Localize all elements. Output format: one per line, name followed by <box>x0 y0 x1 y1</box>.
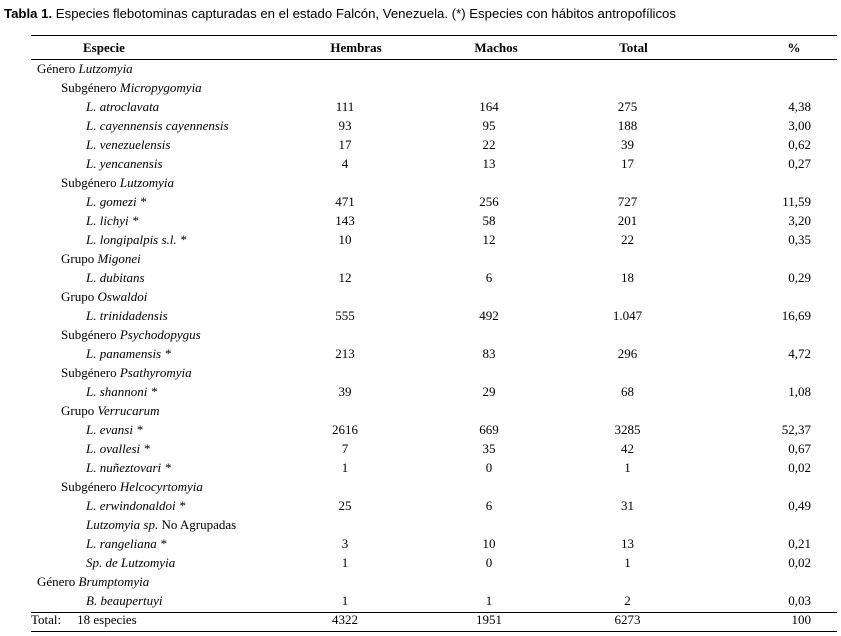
percent-value: 0,62 <box>788 137 811 152</box>
males-count: 0 <box>485 460 493 475</box>
group-row <box>31 401 837 420</box>
species-name: Sp. de Lutzomyia <box>86 555 176 570</box>
empty-cell <box>426 173 566 192</box>
totals-females: 4322 <box>332 612 358 627</box>
empty-cell <box>701 477 837 496</box>
total-count: 1.047 <box>612 308 643 323</box>
females-count: 1 <box>341 593 349 608</box>
total-count: 22 <box>621 232 634 247</box>
species-name: L. longipalpis s.l. * <box>86 232 187 247</box>
species-row <box>31 116 837 135</box>
empty-cell <box>286 287 426 306</box>
species-name: B. beaupertuyi <box>86 593 163 608</box>
species-name: L. yencanensis <box>86 156 163 171</box>
group-label <box>31 477 286 496</box>
females-count: 213 <box>335 346 355 361</box>
males-count: 12 <box>482 232 496 247</box>
empty-cell <box>566 78 701 97</box>
total-count: 3285 <box>614 422 641 437</box>
empty-cell <box>701 515 837 534</box>
total-count: 296 <box>617 346 638 361</box>
females-count: 143 <box>335 213 355 228</box>
group-label <box>31 59 286 78</box>
group-row <box>31 287 837 306</box>
total-count: 188 <box>617 118 638 133</box>
males-count: 58 <box>482 213 496 228</box>
percent-value: 0,49 <box>788 498 811 513</box>
species-row <box>31 230 837 249</box>
species-name: L. gomezi * <box>86 194 147 209</box>
empty-cell <box>426 572 566 591</box>
females-count: 39 <box>338 384 352 399</box>
totals-label-cell <box>31 610 286 629</box>
empty-cell <box>286 572 426 591</box>
group-rank: Subgénero <box>61 365 120 380</box>
species-row <box>31 135 837 154</box>
empty-cell <box>566 572 701 591</box>
species-row <box>31 439 837 458</box>
empty-cell <box>566 477 701 496</box>
males-count: 0 <box>485 555 493 570</box>
top-rule <box>31 35 837 36</box>
total-count: 1 <box>624 460 631 475</box>
totals-percent: 100 <box>791 612 811 627</box>
group-label <box>31 287 286 306</box>
species-name: L. atroclavata <box>86 99 160 114</box>
group-rank: Género <box>37 61 79 76</box>
group-name: Brumptomyia <box>78 574 150 589</box>
percent-value: 4,38 <box>788 99 811 114</box>
empty-cell <box>286 325 426 344</box>
group-label <box>31 401 286 420</box>
males-count: 164 <box>479 99 499 114</box>
percent-value: 4,72 <box>788 346 811 361</box>
species-row <box>31 306 837 325</box>
group-row <box>31 249 837 268</box>
percent-value: 3,00 <box>788 118 811 133</box>
males-count: 669 <box>479 422 499 437</box>
empty-cell <box>426 287 566 306</box>
total-count: 68 <box>621 384 634 399</box>
species-table <box>31 37 837 629</box>
caption-text: Especies flebotominas capturadas en el estado Falcón, Venezuela. (*) Especies con hábitos antropofílicos <box>52 6 676 21</box>
table-body <box>31 59 837 610</box>
group-label <box>31 363 286 382</box>
percent-value: 0,27 <box>788 156 811 171</box>
total-count: 2 <box>624 593 631 608</box>
total-count: 13 <box>621 536 634 551</box>
total-count: 1 <box>624 555 631 570</box>
header-percent: % <box>787 40 801 55</box>
females-count: 471 <box>335 194 355 209</box>
table-footer <box>31 610 837 629</box>
species-row <box>31 154 837 173</box>
group-rank: Subgénero <box>61 175 120 190</box>
group-rank: Grupo <box>61 251 98 266</box>
group-name: Verrucarum <box>97 403 160 418</box>
males-count: 1 <box>485 593 493 608</box>
group-rank: Subgénero <box>61 479 120 494</box>
percent-value: 0,02 <box>788 555 811 570</box>
empty-cell <box>701 249 837 268</box>
header-females: Hembras <box>330 40 382 55</box>
species-name: L. ovallesi * <box>86 441 150 456</box>
empty-cell <box>426 515 566 534</box>
females-count: 10 <box>338 232 352 247</box>
group-name: Lutzomyia sp. <box>86 517 159 532</box>
species-row <box>31 382 837 401</box>
percent-value: 0,35 <box>788 232 811 247</box>
empty-cell <box>566 173 701 192</box>
empty-cell <box>426 325 566 344</box>
species-row <box>31 192 837 211</box>
totals-row <box>31 610 837 629</box>
group-label <box>31 515 286 534</box>
species-row <box>31 534 837 553</box>
females-count: 7 <box>341 441 349 456</box>
group-label <box>31 249 286 268</box>
empty-cell <box>286 249 426 268</box>
group-rank: Género <box>37 574 79 589</box>
species-row <box>31 420 837 439</box>
group-row <box>31 59 837 78</box>
empty-cell <box>701 287 837 306</box>
group-name: Micropygomyia <box>119 80 202 95</box>
empty-cell <box>286 78 426 97</box>
empty-cell <box>426 477 566 496</box>
total-count: 42 <box>621 441 634 456</box>
group-row <box>31 363 837 382</box>
species-row <box>31 97 837 116</box>
group-rank: Subgénero <box>61 80 120 95</box>
empty-cell <box>566 59 701 78</box>
species-name: L. venezuelensis <box>86 137 171 152</box>
total-count: 18 <box>621 270 634 285</box>
species-row <box>31 458 837 477</box>
header-species: Especie <box>83 40 125 55</box>
females-count: 2616 <box>332 422 358 437</box>
empty-cell <box>701 401 837 420</box>
males-count: 6 <box>485 270 493 285</box>
bottom-rule <box>31 631 837 632</box>
empty-cell <box>286 363 426 382</box>
males-count: 492 <box>479 308 499 323</box>
males-count: 10 <box>482 536 496 551</box>
group-row <box>31 477 837 496</box>
species-name: L. lichyi * <box>86 213 139 228</box>
species-name: L. dubitans <box>86 270 145 285</box>
species-name: L. trinidadensis <box>86 308 168 323</box>
empty-cell <box>566 515 701 534</box>
females-count: 555 <box>335 308 355 323</box>
empty-cell <box>566 363 701 382</box>
males-count: 22 <box>482 137 496 152</box>
species-name: L. evansi * <box>86 422 143 437</box>
group-rank: Grupo <box>61 403 98 418</box>
percent-value: 11,59 <box>782 194 811 209</box>
empty-cell <box>286 173 426 192</box>
caption-label: Tabla 1. <box>4 6 53 21</box>
total-count: 39 <box>621 137 634 152</box>
empty-cell <box>701 78 837 97</box>
empty-cell <box>426 78 566 97</box>
empty-cell <box>286 401 426 420</box>
species-row <box>31 553 837 572</box>
total-count: 17 <box>621 156 634 171</box>
group-name: Oswaldoi <box>97 289 148 304</box>
percent-value: 3,20 <box>788 213 811 228</box>
total-count: 201 <box>617 213 638 228</box>
header-total: Total <box>619 40 648 55</box>
species-name: L. nuñeztovari * <box>86 460 171 475</box>
empty-cell <box>286 515 426 534</box>
empty-cell <box>566 325 701 344</box>
empty-cell <box>566 287 701 306</box>
females-count: 111 <box>335 99 355 114</box>
empty-cell <box>426 249 566 268</box>
group-name: Lutzomyia <box>78 61 133 76</box>
group-label <box>31 173 286 192</box>
empty-cell <box>426 401 566 420</box>
group-name: Psychodopygus <box>119 327 201 342</box>
group-row <box>31 325 837 344</box>
percent-value: 0,29 <box>788 270 811 285</box>
females-count: 3 <box>341 536 349 551</box>
percent-value: 0,02 <box>788 460 811 475</box>
percent-value: 0,21 <box>788 536 811 551</box>
females-count: 12 <box>338 270 352 285</box>
species-row <box>31 496 837 515</box>
empty-cell <box>701 59 837 78</box>
totals-total: 6273 <box>614 612 641 627</box>
header-males: Machos <box>474 40 518 55</box>
empty-cell <box>426 59 566 78</box>
table-header <box>31 37 837 59</box>
species-name: L. erwindonaldoi * <box>86 498 186 513</box>
species-row <box>31 211 837 230</box>
empty-cell <box>701 325 837 344</box>
table-caption <box>4 6 839 22</box>
empty-cell <box>286 59 426 78</box>
females-count: 17 <box>338 137 352 152</box>
group-row <box>31 515 837 534</box>
species-name: L. shannoni * <box>86 384 158 399</box>
species-row <box>31 591 837 610</box>
percent-value: 16,69 <box>781 308 811 323</box>
group-row <box>31 173 837 192</box>
females-count: 93 <box>338 118 352 133</box>
totals-species-count: 18 especies <box>77 612 137 627</box>
species-row <box>31 268 837 287</box>
percent-value: 0,67 <box>788 441 811 456</box>
species-name: L. rangeliana * <box>86 536 167 551</box>
empty-cell <box>426 363 566 382</box>
totals-males: 1951 <box>476 612 502 627</box>
group-row <box>31 78 837 97</box>
group-name: Lutzomyia <box>119 175 175 190</box>
group-label <box>31 572 286 591</box>
percent-value: 52,37 <box>781 422 811 437</box>
group-name: Migonei <box>97 251 141 266</box>
males-count: 83 <box>482 346 496 361</box>
empty-cell <box>566 401 701 420</box>
group-name: Helcocyrtomyia <box>119 479 203 494</box>
males-count: 95 <box>482 118 496 133</box>
totals-label: Total: <box>31 612 62 627</box>
empty-cell <box>566 249 701 268</box>
empty-cell <box>701 363 837 382</box>
species-name: L. cayennensis cayennensis <box>86 118 229 133</box>
females-count: 1 <box>341 555 349 570</box>
females-count: 1 <box>341 460 349 475</box>
group-label <box>31 78 286 97</box>
empty-cell <box>701 572 837 591</box>
group-rank: Grupo <box>61 289 98 304</box>
group-name: Psathyromyia <box>119 365 192 380</box>
group-row <box>31 572 837 591</box>
percent-value: 1,08 <box>788 384 811 399</box>
total-count: 275 <box>617 99 638 114</box>
males-count: 6 <box>485 498 493 513</box>
males-count: 13 <box>482 156 496 171</box>
females-count: 4 <box>341 156 349 171</box>
total-count: 727 <box>617 194 638 209</box>
males-count: 29 <box>482 384 496 399</box>
group-label <box>31 325 286 344</box>
males-count: 35 <box>482 441 496 456</box>
empty-cell <box>701 173 837 192</box>
males-count: 256 <box>479 194 499 209</box>
empty-cell <box>286 477 426 496</box>
group-rank: Subgénero <box>61 327 120 342</box>
total-count: 31 <box>621 498 634 513</box>
females-count: 25 <box>338 498 352 513</box>
species-row <box>31 344 837 363</box>
species-name: L. panamensis * <box>86 346 171 361</box>
percent-value: 0,03 <box>788 593 811 608</box>
group-suffix: No Agrupadas <box>158 517 237 532</box>
